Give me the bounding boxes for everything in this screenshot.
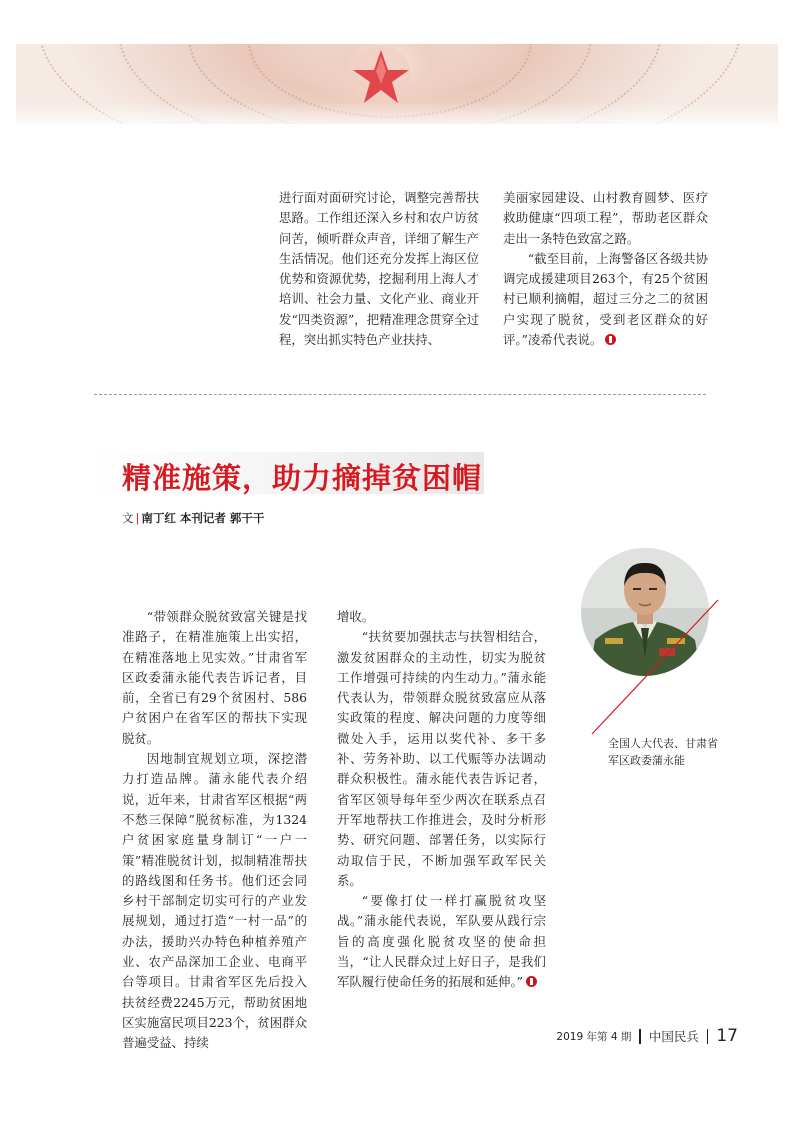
magazine-name: 中国民兵 [648, 1029, 699, 1044]
article-column-2 [337, 607, 546, 993]
article-paragraph: 因地制宜规划立项，深挖潜力打造品牌。蒲永能代表介绍说，近年来，甘肃省军区根据“两不愁三保障”脱贫标准，为1324户贫困家庭量身制订“一户一策”精准脱贫计划，拟制精准帮扶的路线图和任务书。他们还会同乡村干部制定切实可行的产业发展规划，通过打造“一村一品”的办法，援助兴办特色种植养殖产业、农产品深加工企业、电商平台等项目。甘肃省军区先后投入扶贫经费2245万元，帮助贫困地区实施富民项目223个，贫困群众普遍受益、持续 [122, 751, 307, 1051]
article-title: 精准施策，助力摘掉贫困帽 [122, 461, 483, 495]
page-footer [556, 1025, 738, 1047]
issue-label: 2019 年第 4 期 [556, 1030, 632, 1043]
article-column-1 [122, 607, 307, 1054]
top-article-paragraph: 进行面对面研究讨论，调整完善帮扶思路。工作组还深入乡村和农户访贫问苦，倾听群众声音，详细了解生产生活情况。他们还充分发挥上海区位优势和资源优势，挖掘利用上海人才培训、社会力量、文化产业、商业开发“四类资源”，把精准理念贯穿全过程，突出抓实特色产业扶持、 [279, 190, 479, 348]
byline [122, 510, 264, 526]
footer-divider [639, 1029, 641, 1044]
article-end-icon [526, 976, 537, 987]
article-paragraph-end [337, 891, 546, 992]
byline-separator: | [135, 511, 140, 525]
decorative-red-line [590, 600, 720, 736]
article-end-icon [605, 334, 616, 345]
top-article-column-2 [503, 188, 708, 350]
top-article-closing-text: “截至目前，上海警备区各级共协调完成援建项目263个，有25个贫困村已顺利摘帽，超过三分之二的贫困户实现了脱贫，受到老区群众的好评。”凌希代表说。 [503, 250, 708, 348]
article-paragraph: “扶贫要加强扶志与扶智相结合，激发贫困群众的主动性，切实为脱贫工作增强可持续的内生动力。”蒲永能代表认为，带领群众脱贫致富应从落实政策的程度、解决问题的力度等细微处入手，运用以奖代补、多干多补、劳务补助、以工代赈等办法调动群众积极性。蒲永能代表告诉记者，省军区领导每年至少两次在联系点召开军地帮扶工作推进会，及时分析形势、研究问题、部署任务，以实际行动取信于民，不断加强军政军民关系。 [337, 629, 546, 888]
byline-prefix: 文 [122, 511, 134, 525]
top-article-paragraph-end [503, 249, 708, 350]
section-divider [94, 394, 706, 395]
article-closing-text: “要像打仗一样打赢脱贫攻坚战。”蒲永能代表说，军队要从践行宗旨的高度强化脱贫攻坚的使命担当，“让人民群众过上好日子，是我们军队履行使命任务的拓展和延伸。” [337, 893, 546, 990]
article-paragraph-continued: 增收。 [337, 609, 375, 624]
article-paragraph: “带领群众脱贫致富关键是找准路子，在精准施策上出实招，在精准落地上见实效。”甘肃省军区政委蒲永能代表告诉记者，目前，全省已有29个贫困村、586户贫困户在省军区的帮扶下实现脱贫。 [122, 609, 307, 746]
header-banner-image [16, 44, 778, 124]
photo-caption: 全国人大代表、甘肃省军区政委蒲永能 [608, 737, 718, 767]
top-article-column-1 [279, 188, 479, 350]
top-article-paragraph: 美丽家园建设、山村教育圆梦、医疗救助健康“四项工程”，帮助老区群众走出一条特色致富之路。 [503, 190, 708, 246]
byline-authors: 南丁红 本刊记者 郭干干 [141, 511, 265, 525]
footer-divider [707, 1029, 709, 1044]
page-number: 17 [716, 1026, 738, 1046]
